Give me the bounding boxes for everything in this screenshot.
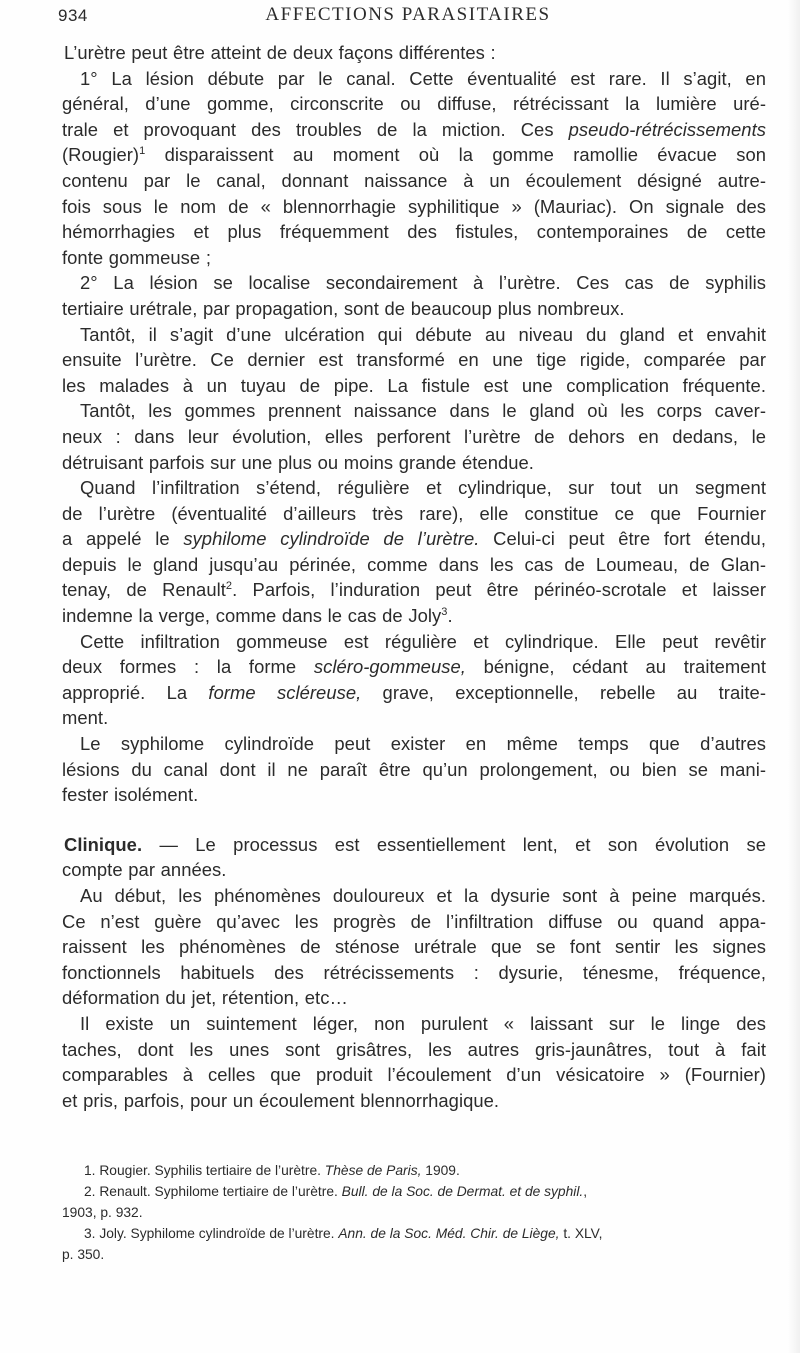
text-line: indemne la verge, comme dans le cas de Joly$^3$. xyxy=(62,605,453,627)
italic-term: pseudo-rétrécissements xyxy=(568,118,766,140)
footnote-3-continued: p. 350. xyxy=(62,1247,105,1262)
body-text xyxy=(62,40,766,1113)
footnote-2-continued: 1903, p. 932. xyxy=(62,1205,143,1220)
section-heading: Clinique. xyxy=(64,833,143,855)
text-line: a appelé le syphilome cylindroïde de l’urètre. Celui-ci peut être fort étendu, xyxy=(62,528,766,550)
text-line: Le syphilome cylindroïde peut exister en même temps que d’autres xyxy=(80,733,766,755)
text-line: Cette infiltration gommeuse est régulière et cylindrique. Elle peut revêtir xyxy=(80,630,766,652)
text-line: ment. xyxy=(62,707,109,729)
text-line: comparables à celles que produit l’écoulement d’un vésicatoire » (Fournier) xyxy=(62,1064,766,1086)
text-line: Ce n’est guère qu’avec les progrès de l’infiltration diffuse ou quand appa- xyxy=(62,910,766,932)
italic-term: forme scléreuse, xyxy=(208,681,362,703)
footnote-2: 2. Renault. Syphilome tertiaire de l’urètre. Bull. de la Soc. de Dermat. et de syphil., xyxy=(84,1184,588,1199)
text-line: général, d’une gomme, circonscrite ou diffuse, rétrécissant la lumière uré- xyxy=(62,93,766,115)
text-line: deux formes : la forme scléro-gommeuse, bénigne, cédant au traitement xyxy=(62,656,766,678)
text-line: taches, dont les unes sont grisâtres, les autres gris-jaunâtres, tout à fait xyxy=(62,1038,766,1060)
footnote-1: 1. Rougier. Syphilis tertiaire de l’urètre. Thèse de Paris, 1909. xyxy=(84,1163,460,1178)
text-line: et pris, parfois, pour un écoulement blennorrhagique. xyxy=(62,1089,500,1111)
text-line: tertiaire urétrale, par propagation, sont de beaucoup plus nombreux. xyxy=(62,297,625,319)
text-line: les malades à un tuyau de pipe. La fistule est une complication fréquente. xyxy=(62,374,766,396)
text-line: hémorrhagies et plus fréquemment des fistules, contemporaines de cette xyxy=(62,221,766,243)
text-line: Au début, les phénomènes douloureux et la dysurie sont à peine marqués. xyxy=(80,885,766,906)
running-title: AFFECTIONS PARASITAIRES xyxy=(265,4,551,25)
text-line: de l’urètre (éventualité d’ailleurs très rare), elle constitue ce que Fournier xyxy=(62,502,766,524)
text-line: fester isolément. xyxy=(62,784,199,806)
footnote-ref-3: 3 xyxy=(441,605,448,618)
running-header xyxy=(58,2,758,28)
text-line: L’urètre peut être atteint de deux façons différentes : xyxy=(64,42,496,63)
text-line: Tantôt, les gommes prennent naissance dans le gland où les corps caver- xyxy=(80,400,766,422)
footnotes xyxy=(62,1160,766,1265)
text-line: raissent les phénomènes de sténose urétrale que se font sentir les signes xyxy=(62,936,766,958)
text-line: fois sous le nom de « blennorrhagie syphilitique » (Mauriac). On signale des xyxy=(62,195,766,217)
text-line: Clinique. — Le processus est essentiellement lent, et son évolution se xyxy=(64,833,766,855)
text-line: détruisant parfois sur une plus ou moins grande étendue. xyxy=(62,451,534,473)
text-line: compte par années. xyxy=(62,859,227,881)
text-line: trale et provoquant des troubles de la miction. Ces pseudo-rétrécissements xyxy=(62,118,766,140)
text-line: depuis le gland jusqu’au périnée, comme dans les cas de Loumeau, de Glan- xyxy=(62,553,766,575)
text-line: neux : dans leur évolution, elles perforent l’urètre de dehors en dedans, le xyxy=(62,425,766,447)
text-line: (Rougier)$^1$ disparaissent au moment où la gomme ramollie évacue son xyxy=(62,144,766,166)
italic-term: scléro-gommeuse, xyxy=(313,656,466,678)
section-gap xyxy=(62,808,766,832)
text-line: 1° La lésion débute par le canal. Cette éventualité est rare. Il s’agit, en xyxy=(80,67,766,89)
page-edge-shadow xyxy=(788,0,800,1353)
text-line: 2° La lésion se localise secondairement à l’urètre. Ces cas de syphilis xyxy=(80,272,766,294)
text-line: approprié. La forme scléreuse, grave, exceptionnelle, rebelle au traite- xyxy=(62,681,766,703)
text-line: lésions du canal dont il ne paraît être qu’un prolongement, ou bien se mani- xyxy=(62,758,766,780)
text-line: ensuite l’urètre. Ce dernier est transformé en une tige rigide, comparée par xyxy=(62,349,766,371)
footnote-ref-2: 2 xyxy=(225,580,233,593)
footnote-3: 3. Joly. Syphilome cylindroïde de l’urètre. Ann. de la Soc. Méd. Chir. de Liège, t. XLV, xyxy=(84,1226,603,1241)
page-number: 934 xyxy=(58,6,88,25)
text-line: tenay, de Renault$^2$. Parfois, l’induration peut être périnéo-scrotale et laisser xyxy=(62,579,766,601)
text-line: Tantôt, il s’agit d’une ulcération qui débute au niveau du gland et envahit xyxy=(80,323,766,345)
italic-term: syphilome cylindroïde de l’urètre. xyxy=(183,528,480,550)
text-line: fonte gommeuse ; xyxy=(62,246,212,268)
text-line: Il existe un suintement léger, non purulent « laissant sur le linge des xyxy=(80,1012,766,1034)
text-line: contenu par le canal, donnant naissance à un écoulement désigné autre- xyxy=(62,169,766,191)
text-line: fonctionnels habituels des rétrécissements : dysurie, ténesme, fréquence, xyxy=(62,961,766,983)
footnote-ref-1: 1 xyxy=(139,145,146,158)
text-line: déformation du jet, rétention, etc… xyxy=(62,987,348,1009)
text-line: Quand l’infiltration s’étend, régulière et cylindrique, sur tout un segment xyxy=(80,477,766,499)
